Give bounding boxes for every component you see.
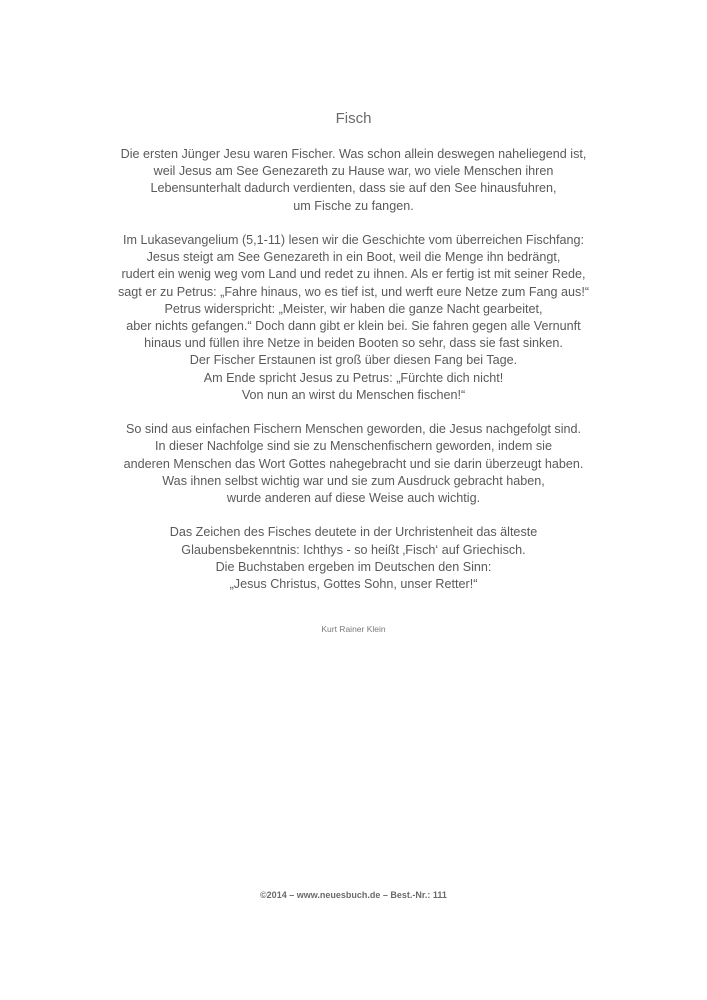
text-line: Petrus widerspricht: „Meister, wir haben die ganze Nacht gearbeitet, bbox=[164, 301, 543, 316]
paragraph-2 bbox=[60, 232, 647, 404]
page-title: Fisch bbox=[335, 110, 372, 127]
text-line: wurde anderen auf diese Weise auch wichtig. bbox=[226, 491, 481, 506]
copyright-footer: ©2014 – www.neuesbuch.de – Best.-Nr.: 111 bbox=[260, 890, 447, 900]
text-line: Am Ende spricht Jesus zu Petrus: „Fürchte dich nicht! bbox=[203, 370, 504, 385]
paragraph-1 bbox=[60, 146, 647, 215]
text-line: Das Zeichen des Fisches deutete in der Urchristenheit das älteste bbox=[169, 525, 538, 540]
text-line: hinaus und füllen ihre Netze in beiden Booten so sehr, dass sie fast sinken. bbox=[144, 336, 563, 351]
paragraph-3 bbox=[60, 421, 647, 507]
text-line: Was ihnen selbst wichtig war und sie zum Ausdruck gebracht haben, bbox=[162, 473, 545, 488]
text-line: um Fische zu fangen. bbox=[293, 198, 414, 213]
text-line: sagt er zu Petrus: „Fahre hinaus, wo es tief ist, und werft eure Netze zum Fang aus!“ bbox=[117, 284, 590, 299]
text-line: aber nichts gefangen.“ Doch dann gibt er klein bei. Sie fahren gegen alle Vernunft bbox=[126, 319, 581, 334]
text-line: anderen Menschen das Wort Gottes nahegebracht und sie darin überzeugt haben. bbox=[123, 456, 584, 471]
text-line: So sind aus einfachen Fischern Menschen geworden, die Jesus nachgefolgt sind. bbox=[125, 422, 582, 437]
text-line: Die ersten Jünger Jesu waren Fischer. Was schon allein deswegen naheliegend ist, bbox=[120, 147, 587, 161]
text-line: Glaubensbekenntnis: Ichthys - so heißt ‚Fisch‘ auf Griechisch. bbox=[181, 542, 526, 557]
text-line: rudert ein wenig weg vom Land und redet zu ihnen. Als er fertig ist mit seiner Rede, bbox=[121, 267, 586, 282]
text-line: „Jesus Christus, Gottes Sohn, unser Retter!“ bbox=[229, 577, 478, 592]
text-line: In dieser Nachfolge sind sie zu Menschenfischern geworden, indem sie bbox=[155, 439, 552, 454]
text-line: Die Buchstaben ergeben im Deutschen den Sinn: bbox=[215, 559, 492, 574]
body-text bbox=[60, 146, 647, 610]
text-line: Im Lukasevangelium (5,1-11) lesen wir die Geschichte vom überreichen Fischfang: bbox=[122, 233, 585, 247]
text-line: Lebensunterhalt dadurch verdienten, dass sie auf den See hinausfuhren, bbox=[150, 181, 557, 196]
text-line: Jesus steigt am See Genezareth in ein Boot, weil die Menge ihn bedrängt, bbox=[146, 250, 561, 265]
author-name: Kurt Rainer Klein bbox=[321, 624, 386, 634]
text-line: Von nun an wirst du Menschen fischen!“ bbox=[241, 387, 466, 402]
text-line: weil Jesus am See Genezareth zu Hause war, wo viele Menschen ihren bbox=[153, 164, 554, 179]
paragraph-4 bbox=[60, 524, 647, 593]
text-line: Der Fischer Erstaunen ist groß über diesen Fang bei Tage. bbox=[189, 353, 518, 368]
